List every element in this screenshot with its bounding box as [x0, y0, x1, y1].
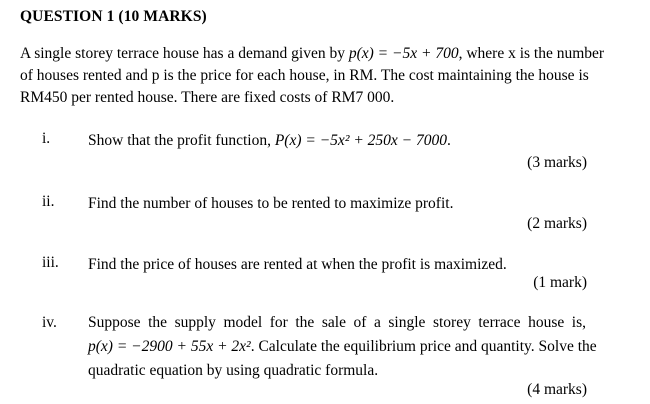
question-number-ii: ii. [42, 193, 55, 210]
question-intro [20, 43, 605, 109]
question-i-post: . [447, 132, 451, 149]
marks-iii: (1 mark) [533, 274, 587, 291]
intro-line-2: of houses rented and p is the price for each house, in RM. The cost maintaining the house is [20, 67, 589, 84]
demand-function: p(x) = −5x + 700 [348, 45, 459, 62]
question-iv-line-2 [88, 335, 597, 359]
question-number-iv: iv. [42, 314, 57, 331]
marks-iv: (4 marks) [527, 381, 587, 398]
intro-line-3: RM450 per rented house. There are fixed costs of RM7 000. [20, 89, 395, 106]
intro-line-1 [20, 43, 605, 65]
profit-function: P(x) = −5x² + 250x − 7000 [274, 132, 448, 149]
question-text-ii: Find the number of houses to be rented to maximize profit. [88, 195, 454, 212]
marks-ii: (2 marks) [527, 215, 587, 232]
question-iv-line-3: quadratic equation by using quadratic formula. [88, 362, 379, 379]
intro-line-1-post: , where x is the number [458, 45, 605, 62]
question-iv-line-1: Suppose the supply model for the sale of a single storey terrace house is, [88, 314, 586, 331]
question-title: QUESTION 1 (10 MARKS) [20, 8, 207, 25]
question-iv-line-2-post: . Calculate the equilibrium price and quantity. Solve the [250, 338, 597, 355]
question-number-iii: iii. [42, 254, 59, 271]
question-i-text: Show that the profit function, [88, 132, 275, 149]
question-number-i: i. [42, 130, 51, 147]
intro-line-1-text: A single storey terrace house has a demand given by [20, 45, 349, 62]
question-text-iv [88, 311, 597, 383]
marks-i: (3 marks) [527, 154, 587, 171]
question-text-i [88, 129, 586, 153]
question-text-iii: Find the price of houses are rented at when the profit is maximized. [88, 256, 507, 273]
supply-function: p(x) = −2900 + 55x + 2x² [88, 338, 251, 355]
